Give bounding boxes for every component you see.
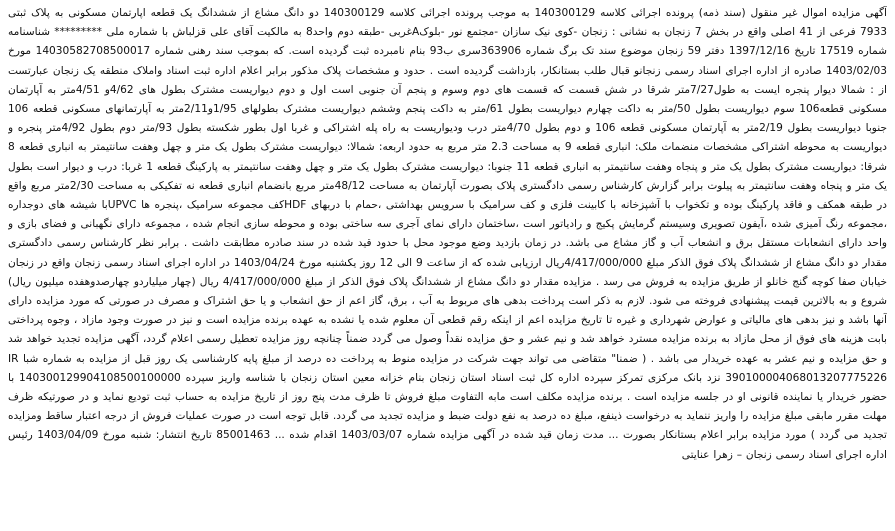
auction-notice	[8, 4, 887, 527]
notice-body: آگهی مزایده اموال غیر منقول (سند ذمه) پرونده اجرائی کلاسه 140300129 به موجب پرونده اجرائی کلاسه 140300129 دو دانگ مشاع از ششدانگ یک قطعه اپارتمان مسکونی به پلاک ثبتی 7933 فرعی از 41 اصلی واقع در بخش 7 زنجان به نشانی : زنجان -کوی نیک سازان -مجتمع نور -بلوکAغربی -طبقه دوم واحد8 به مالکیت آقای علی قزلباش با شماره ملی ********* شناسنامه شماره 17519 تاریخ 1397/12/16 دفتر 59 زنجان موضوع سند تک برگ شماره 363906سری ب93 بنام نامبرده ثبت گردیده است. که بموجب سند رهنی شماره 14030582708500017 مورخ 1403/02/03 صادره از اداره اجرای اسناد رسمی زنجانو قبال طلب بستانکار، بازداشت گردیده است . حدود و مشخصات پلاک مذکور برابر اعلام اداره ثبت اسناد واملاک منطقه یک زنجان عبارتست از : شمالا دیوار پنجره ایست به طول7/27متر شرقا در شش قسمت که قسمت های دوم وسوم و پنجم آن جنوبی است اول و دوم دیواریست مشترک بطول های 4/62و 4/51متر به آپارتمان مسکونی قطعه106 سوم دیواریست بطول 50/متر به داکت چهارم دیواریست بطول 61/متر به داکت پنجم وششم دیواریست مشترک بطولهای 1/95و2/11متر به آپارتمانهای مسکونی قطعه 106 جنوبا دیواریست بطول 2/19متر به آپارتمان مسکونی قطعه 106 و دوم بطول 4/70متر درب ودیواریست به راه پله اشتراکی و غربا اول بطور شکسته بطول 93/متر دوم بطول 4/92متر پنجره و دیواریست به محوطه اشتراکی مشخصات منضمات ملک: انباری قطعه 9 به مساحت 2.3 متر مربع به حدود اربعه: شمالا: دیواریست مشترک بطول یک متر و چهل وهفت سانتیمتر به انباری قطعه 8 شرقا: دیواریست مشترک بطول یک متر و پنجاه وهفت سانتیمتر به انباری قطعه 11 جنوبا: دیواریست مشترک بطول یک متر و چهل وهفت سانتیمتر به پارکینگ قطعه 1 غربا: درب و دیوار است بطول یک متر و پنجاه وهفت سانتیمتر به پیلوت برابر گزارش کارشناس رسمی دادگستری پلاک بصورت آپارتمان به مساحت 48/12متر مربع بانضمام انباری قطعه نه تفکیکی به مساحت 2/30متر مربع واقع در طبقه همکف و فاقد پارکینگ بوده و تکخواب با آشپزخانه با کابینت فلزی و کف سرامیک با سرویس بهداشتی ،حمام با دربهای HDFکف مجموعه سرامیک ،پنجره ها UPVCبا شیشه های دوجداره ،مجموعه رنگ آمیزی شده ،آیفون تصویری وسیستم گرمایش پکیج و رادیاتور است ،ساختمان دارای نمای آجری سه ساختی بوده و محوطه سازی انجام شده ، مجموعه دارای نگهبانی و فضای بازی و واحد دارای انشعابات مستقل برق و انشعاب آب و گاز مشاع می باشد. در زمان بازدید وضع موجود محل با حدود قید شده در سند صادره مطابقت داشت . برابر نظر کارشناس رسمی دادگستری مقدار دو دانگ مشاع از ششدانگ پلاک فوق الذکر مبلغ 4/417/000/000ریال ارزیابی شده که از ساعت 9 الی 12 روز یکشنبه مورخ 1403/04/24 در اداره اجرای اسناد رسمی زنجان واقع در زنجان خیابان صفا کوچه گنج خانلو از طریق مزایده به فروش می رسد . مزایده مقدار دو دانگ مشاع از ششدانگ پلاک فوق الذکر از مبلغ 4/417/000/000 ریال (چهار میلیاردو چهارصدوهفده میلیون ریال) شروع و به بالاترین قیمت پیشنهادی فروخته می شود. لازم به ذکر است پرداخت بدهی های مربوط به آب ، برق، گاز اعم از حق انشعاب و یا حق اشتراک و مصرف در صورتی که مورد مزایده دارای آنها باشد و نیز بدهی های مالیاتی و عوارض شهرداری و غیره تا تاریخ مزایده اعم از اینکه رقم قطعی آن معلوم شده یا نشده به عهده برنده مزایده است و نیز در صورت وجود مازاد ، وجوه پرداختی بابت هزینه های فوق از محل مازاد به برنده مزایده مسترد خواهد شد و نیم عشر و حق مزایده نقداً وصول می گردد ضمناً چنانچه روز مزایده تعطیل رسمی اعلام گردد، آگهی مزایده تجدید خواهد شد و حق مزایده و نیم عشر به عهده خریدار می باشد . ( ضمنا" متقاضی می تواند جهت شرکت در مزایده منوط به پرداخت ده درصد از مبلغ پایه کارشناسی یک روز قبل از مزایده به شماره شبا IR 390100004068013207775226 نزد بانک مرکزی تمرکز سپرده اداره کل ثبت اسناد استان زنجان بنام خزانه معین استان زنجان با شناسه واریز سپرده 140300129904108500100000 با حضور خریدار یا نماینده قانونی او در جلسه مزایده است . برنده مزایده مکلف است مابه التفاوت مبلغ فروش تا ظرف مدت پنج روز از تاریخ مزایده به حساب ثبت تودیع نماید و در صورتیکه ظرف مهلت مقرر مابقی مبلغ مزایده را واریز ننماید به درخواست ذینفع، مبلغ ده درصد به نفع دولت ضبط و مزایده تجدید می گردد. قابل توجه است در صورت عملیات فروش از درجه اعتبار ساقط ومزایده تجدید می گردد ) مورد مزایده برابر اعلام بستانکار بصورت ... مدت زمان قید شده در آگهی مزایده شماره 1403/03/07 اقدام شده ... 85001463 تاریخ انتشار: شنبه مورخ 1403/04/09 رئیس اداره اجرای اسناد رسمی زنجان – زهرا عنایتی	[8, 7, 887, 461]
